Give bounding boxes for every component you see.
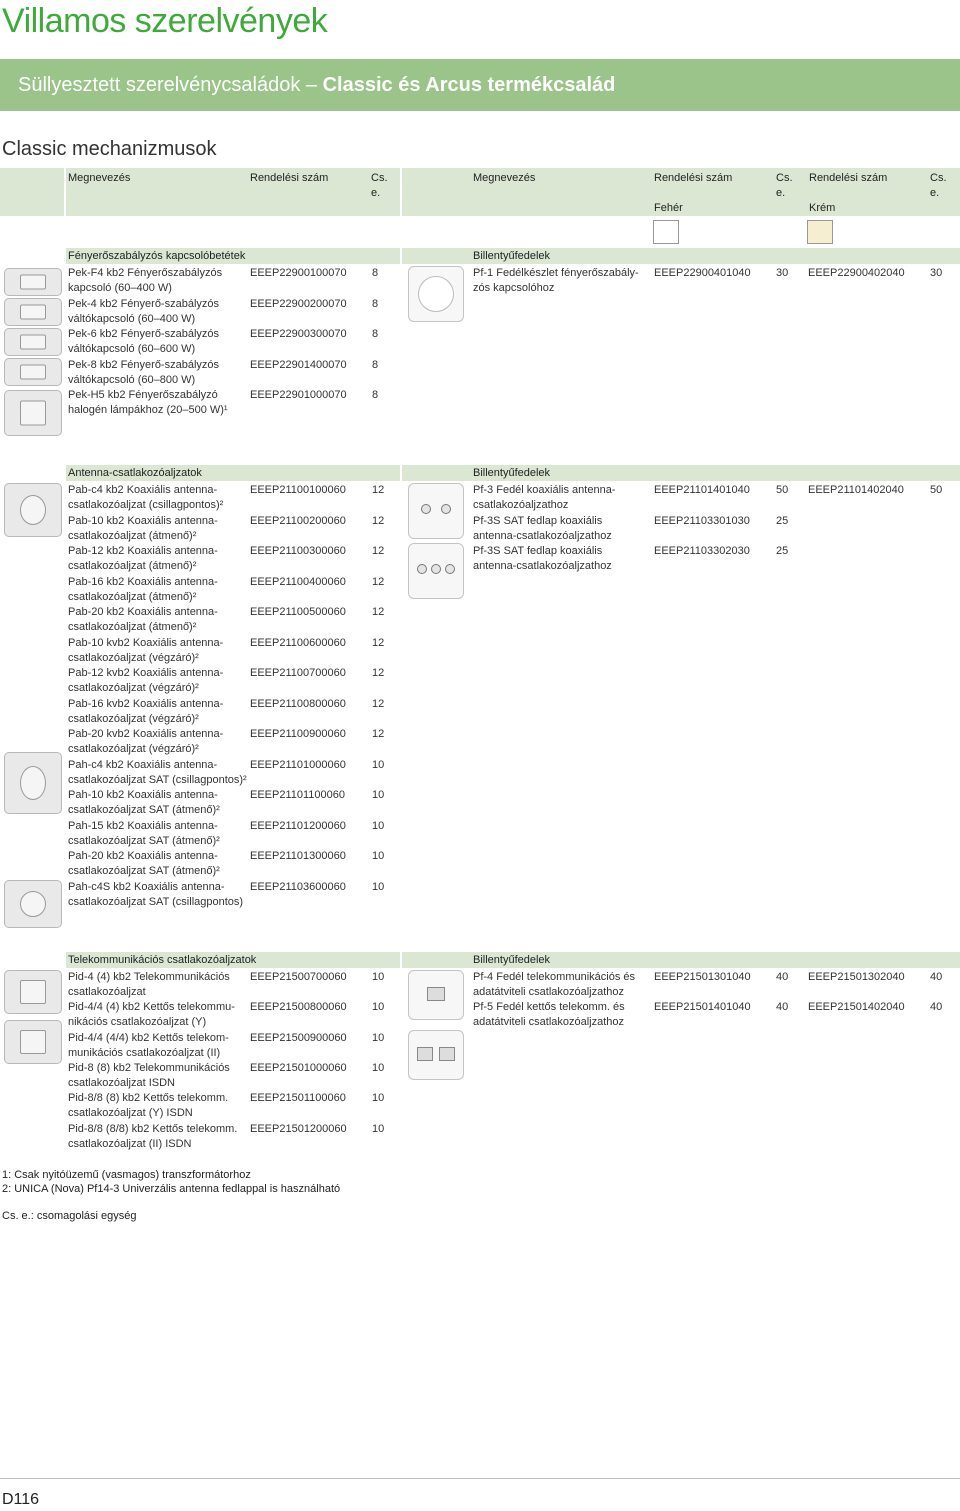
header-qty-white: Cs. e. (776, 172, 793, 199)
cover-name: Pf-5 Fedél kettős telekomm. és adatátviteli csatlakozóaljzathoz (473, 1001, 625, 1028)
product-name: Pah-20 kb2 Koaxiális antenna- csatlakozóaljzat SAT (átmenő)² (68, 850, 220, 877)
order-number: EEEP21100700060 (250, 667, 346, 679)
header-order-white: Rendelési szám (654, 172, 733, 184)
table-row (0, 605, 400, 635)
table-row (0, 1061, 400, 1091)
coax-port-image (417, 564, 427, 574)
page-title: Villamos szerelvények (2, 2, 328, 40)
product-name: Pab-12 kvb2 Koaxiális antenna- csatlakozóaljzat (végzáró)² (68, 667, 224, 694)
order-number-white: EEEP21103301030 (654, 515, 750, 527)
product-name: Pek-6 kb2 Fényerő-szabályzós váltókapcsoló (60–600 W) (68, 328, 220, 355)
table-row (402, 483, 960, 513)
order-number: EEEP21100500060 (250, 606, 346, 618)
page-number: D116 (2, 1491, 40, 1508)
mechanism-image-center (20, 365, 46, 380)
package-quantity: 12 (372, 545, 385, 557)
mechanism-image-center (20, 305, 46, 320)
header-white-label: Fehér (654, 202, 683, 214)
cover-name: Pf-3 Fedél koaxiális antenna- csatlakozóaljzathoz (473, 484, 616, 511)
mechanism-image (4, 970, 62, 1014)
order-number: EEEP21501100060 (250, 1092, 346, 1104)
package-quantity-white: 30 (776, 267, 789, 279)
product-name: Pab-20 kb2 Koaxiális antenna- csatlakozóaljzat (átmenő)² (68, 606, 218, 633)
header-cream-label: Krém (809, 202, 836, 214)
order-number: EEEP21500800060 (250, 1001, 347, 1013)
table-row (402, 1000, 960, 1030)
band-heading-light: Süllyesztett szerelvénycsaládok – (18, 74, 323, 96)
package-quantity: 10 (372, 1032, 385, 1044)
order-number-white: EEEP21103302030 (654, 545, 750, 557)
order-number: EEEP21100300060 (250, 545, 346, 557)
product-name: Pah-10 kb2 Koaxiális antenna- csatlakozóaljzat SAT (átmenő)² (68, 789, 220, 816)
order-number-cream: EEEP21501402040 (808, 1001, 905, 1013)
table-row (0, 1091, 400, 1121)
product-name: Pab-12 kb2 Koaxiális antenna- csatlakozóaljzat (átmenő)² (68, 545, 218, 572)
product-name: Pid-4/4 (4/4) kb2 Kettős telekom- munikációs csatlakozóaljzat (II) (68, 1032, 229, 1059)
product-name: Pah-c4S kb2 Koaxiális antenna- csatlakozóaljzat SAT (csillagpontos) (68, 881, 244, 908)
order-number: EEEP21100400060 (250, 576, 346, 588)
product-name: Pab-10 kvb2 Koaxiális antenna- csatlakozóaljzat (végzáró)² (68, 637, 224, 664)
cover-name: Pf-4 Fedél telekommunikációs és adatátviteli csatlakozóaljzathoz (473, 971, 636, 998)
subtitle: Classic mechanizmusok (2, 138, 217, 160)
package-quantity: 12 (372, 728, 385, 740)
footnote-2: 2: UNICA (Nova) Pf14-3 Univerzális antenna fedlappal is használható (2, 1183, 341, 1195)
package-quantity: 8 (372, 298, 379, 310)
order-number-white: EEEP21501301040 (654, 971, 751, 983)
order-number: EEEP21500700060 (250, 971, 347, 983)
package-quantity: 10 (372, 1092, 385, 1104)
package-quantity-white: 25 (776, 545, 789, 557)
table-row (0, 819, 400, 849)
package-quantity-cream: 30 (930, 267, 943, 279)
order-number: EEEP22901000070 (250, 389, 347, 401)
cover-image (408, 266, 464, 322)
table-row (0, 849, 400, 879)
table-row (402, 970, 960, 1000)
order-number: EEEP21100200060 (250, 515, 346, 527)
band-heading (18, 73, 615, 97)
product-name: Pek-8 kb2 Fényerő-szabályzós váltókapcsoló (60–800 W) (68, 359, 220, 386)
order-number: EEEP21100900060 (250, 728, 346, 740)
mechanism-image (4, 268, 62, 296)
cover-name: Pf-3S SAT fedlap koaxiális antenna-csatlakozóaljzathoz (473, 515, 612, 542)
mechanism-image-center (20, 1030, 46, 1054)
order-number-white: EEEP21501401040 (654, 1001, 751, 1013)
mechanism-image-center (20, 495, 46, 525)
table-header (0, 168, 960, 216)
package-quantity: 12 (372, 606, 385, 618)
product-name: Pab-20 kvb2 Koaxiális antenna- csatlakozóaljzat (végzáró)² (68, 728, 224, 755)
cover-image (408, 543, 464, 599)
table-row (402, 514, 960, 544)
package-quantity-white: 25 (776, 515, 789, 527)
package-quantity-cream: 50 (930, 484, 943, 496)
product-name: Pek-F4 kb2 Fényerőszabályzós kapcsoló (60–400 W) (68, 267, 223, 294)
header-name-left: Megnevezés (68, 172, 131, 184)
product-name: Pek-4 kb2 Fényerő-szabályzós váltókapcsoló (60–400 W) (68, 298, 220, 325)
section-title: Antenna-csatlakozóaljzatok (68, 467, 202, 479)
order-number: EEEP21100600060 (250, 637, 346, 649)
band-heading-bold: Classic és Arcus termékcsalád (322, 74, 616, 96)
package-quantity-white: 40 (776, 971, 789, 983)
header-qty-cream: Cs. e. (930, 172, 947, 199)
order-number-cream: EEEP22900402040 (808, 267, 905, 279)
table-row (0, 575, 400, 605)
mechanism-image-center (20, 980, 46, 1004)
mechanism-image (4, 390, 62, 436)
header-order-left: Rendelési szám (250, 172, 329, 184)
product-name: Pah-15 kb2 Koaxiális antenna- csatlakozóaljzat SAT (átmenő)² (68, 820, 220, 847)
header-order-cream: Rendelési szám (809, 172, 888, 184)
product-name: Pah-c4 kb2 Koaxiális antenna- csatlakozóaljzat SAT (csillagpontos)² (68, 759, 247, 786)
product-name: Pab-16 kvb2 Koaxiális antenna- csatlakozóaljzat (végzáró)² (68, 698, 224, 725)
mechanism-image (4, 358, 62, 386)
package-quantity: 10 (372, 1062, 385, 1074)
section-title-covers: Billentyűfedelek (473, 467, 551, 479)
mechanism-image-center (20, 335, 46, 350)
coax-port-image (441, 504, 451, 514)
header-qty-left: Cs. e. (371, 172, 388, 199)
coax-port-image (445, 564, 455, 574)
package-quantity-white: 50 (776, 484, 789, 496)
order-number: EEEP21100100060 (250, 484, 346, 496)
order-number: EEEP21500900060 (250, 1032, 347, 1044)
product-name: Pab-c4 kb2 Koaxiális antenna- csatlakozóaljzat (csillagpontos)² (68, 484, 224, 511)
order-number: EEEP21100800060 (250, 698, 346, 710)
cover-name: Pf-3S SAT fedlap koaxiális antenna-csatlakozóaljzathoz (473, 545, 612, 572)
package-quantity: 10 (372, 820, 385, 832)
mechanism-image (4, 483, 62, 537)
section-title: Telekommunikációs csatlakozóaljzatok (68, 954, 257, 966)
cover-image (408, 970, 464, 1020)
order-number: EEEP21101200060 (250, 820, 346, 832)
product-name: Pab-10 kb2 Koaxiális antenna- csatlakozóaljzat (átmenő)² (68, 515, 218, 542)
section-title-covers: Billentyűfedelek (473, 250, 551, 262)
table-row (402, 266, 960, 296)
package-quantity: 10 (372, 1001, 385, 1013)
white-color-swatch (653, 220, 679, 244)
order-number: EEEP22900200070 (250, 298, 347, 310)
order-number-cream: EEEP21101402040 (808, 484, 904, 496)
order-number: EEEP21101100060 (250, 789, 346, 801)
product-name: Pid-8/8 (8) kb2 Kettős telekomm. csatlakozóaljzat (Y) ISDN (68, 1092, 229, 1119)
mechanism-image (4, 298, 62, 326)
jack-opening-image (417, 1047, 433, 1061)
package-quantity: 10 (372, 1123, 385, 1135)
jack-opening-image (427, 987, 445, 1001)
cream-color-swatch (807, 220, 833, 244)
mechanism-image-center (20, 766, 46, 800)
table-row (0, 666, 400, 696)
package-quantity: 12 (372, 698, 385, 710)
product-name: Pid-4/4 (4) kb2 Kettős telekommu- nikációs csatlakozóaljzat (Y) (68, 1001, 235, 1028)
mechanism-image-center (20, 891, 46, 917)
order-number-white: EEEP21101401040 (654, 484, 750, 496)
product-name: Pek-H5 kb2 Fényerőszabályzó halogén lámpákhoz (20–500 W)¹ (68, 389, 228, 416)
package-quantity: 8 (372, 267, 379, 279)
mechanism-image (4, 880, 62, 928)
dimmer-knob-image (418, 276, 454, 312)
footnote-unit: Cs. e.: csomagolási egység (2, 1210, 137, 1222)
product-name: Pab-16 kb2 Koaxiális antenna- csatlakozóaljzat (átmenő)² (68, 576, 218, 603)
order-number: EEEP22900300070 (250, 328, 347, 340)
mechanism-image-center (20, 401, 46, 426)
package-quantity: 8 (372, 359, 379, 371)
package-quantity: 10 (372, 759, 385, 771)
cover-image (408, 483, 464, 539)
package-quantity: 10 (372, 850, 385, 862)
section-title-covers: Billentyűfedelek (473, 954, 551, 966)
section-band (0, 59, 960, 111)
package-quantity: 10 (372, 971, 385, 983)
coax-port-image (431, 564, 441, 574)
product-name: Pid-8 (8) kb2 Telekommunikációs csatlakozóaljzat ISDN (68, 1062, 230, 1089)
package-quantity-cream: 40 (930, 1001, 943, 1013)
mechanism-image (4, 1020, 62, 1064)
table-row (0, 1122, 400, 1152)
package-quantity: 8 (372, 328, 379, 340)
package-quantity: 12 (372, 515, 385, 527)
coax-port-image (421, 504, 431, 514)
package-quantity: 10 (372, 789, 385, 801)
cover-image (408, 1030, 464, 1080)
package-quantity: 12 (372, 484, 385, 496)
order-number: EEEP21501200060 (250, 1123, 347, 1135)
product-name: Pid-8/8 (8/8) kb2 Kettős telekomm. csatlakozóaljzat (II) ISDN (68, 1123, 238, 1150)
cover-name: Pf-1 Fedélkészlet fényerőszabály- zós kapcsolóhoz (473, 267, 639, 294)
package-quantity: 12 (372, 637, 385, 649)
package-quantity: 12 (372, 576, 385, 588)
package-quantity: 12 (372, 667, 385, 679)
table-row (0, 697, 400, 727)
order-number: EEEP21103600060 (250, 881, 346, 893)
order-number: EEEP22900100070 (250, 267, 347, 279)
mechanism-image-center (20, 275, 46, 290)
package-quantity: 8 (372, 389, 379, 401)
header-name-right: Megnevezés (473, 172, 536, 184)
bottom-rule (0, 1478, 960, 1479)
order-number: EEEP21101000060 (250, 759, 346, 771)
mechanism-image (4, 328, 62, 356)
footnote-1: 1: Csak nyitóüzemű (vasmagos) transzformátorhoz (2, 1169, 251, 1181)
package-quantity: 10 (372, 881, 385, 893)
order-number: EEEP21101300060 (250, 850, 346, 862)
order-number-white: EEEP22900401040 (654, 267, 751, 279)
mechanism-image (4, 752, 62, 814)
order-number: EEEP21501000060 (250, 1062, 347, 1074)
package-quantity-white: 40 (776, 1001, 789, 1013)
product-name: Pid-4 (4) kb2 Telekommunikációs csatlakozóaljzat (68, 971, 230, 998)
package-quantity-cream: 40 (930, 971, 943, 983)
table-row (0, 636, 400, 666)
order-number-cream: EEEP21501302040 (808, 971, 905, 983)
jack-opening-image (439, 1047, 455, 1061)
section-title: Fényerőszabályzós kapcsolóbetétek (68, 250, 246, 262)
order-number: EEEP22901400070 (250, 359, 347, 371)
table-row (402, 544, 960, 574)
table-row (0, 544, 400, 574)
